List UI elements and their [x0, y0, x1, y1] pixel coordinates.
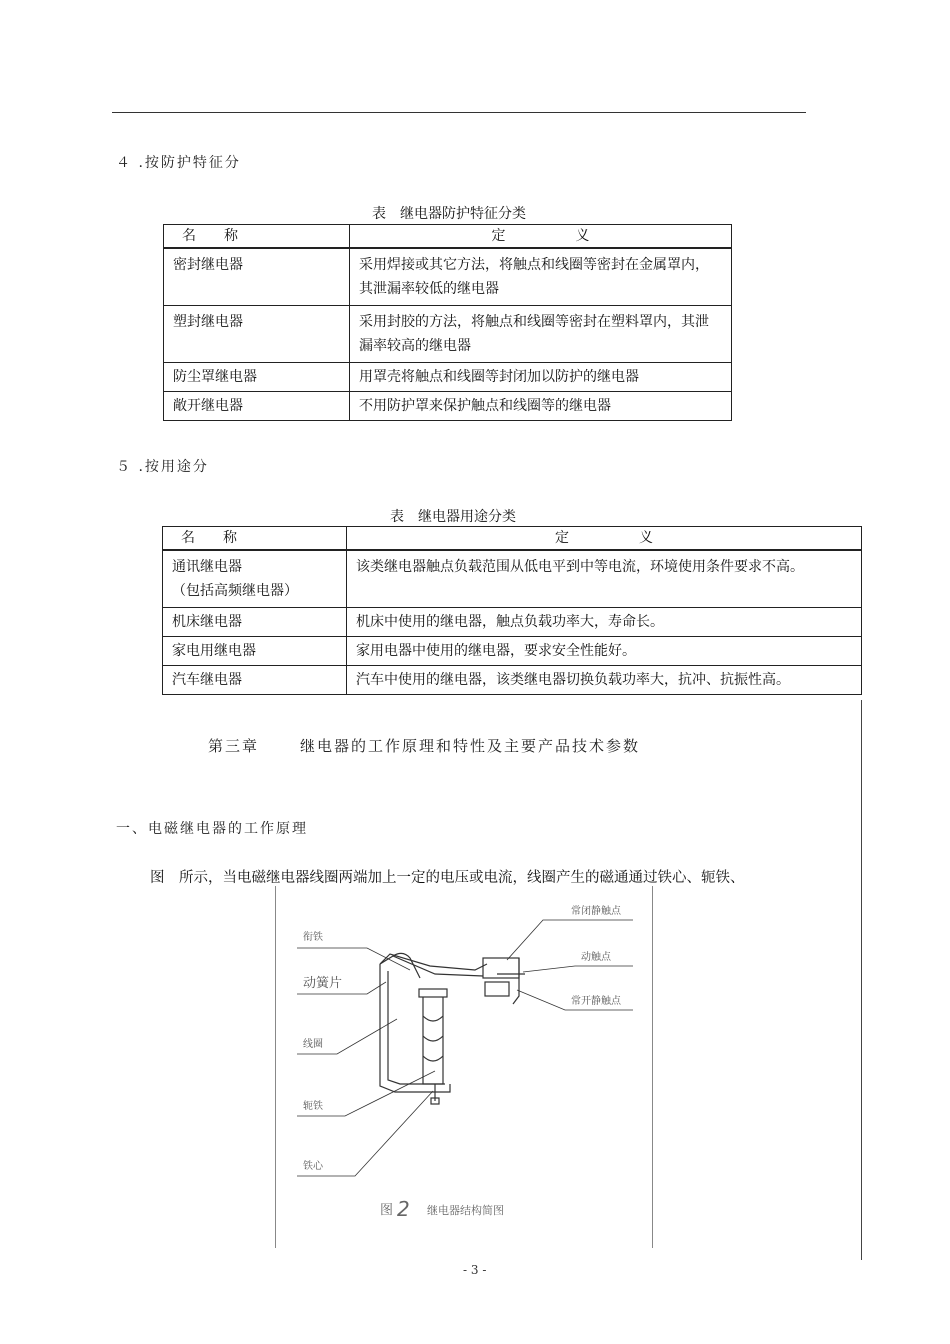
- header-definition: 定 义: [350, 225, 732, 249]
- relay-diagram: [275, 886, 655, 1248]
- label-nc-contact: 常闭静触点: [571, 906, 621, 917]
- label-armature: 衔铁: [303, 932, 323, 943]
- table2-caption: 表 继电器用途分类: [390, 509, 516, 525]
- label-coil: 线圈: [303, 1039, 323, 1050]
- section-heading-protection: ４ .按防护特征分: [116, 155, 241, 171]
- cell-definition: 不用防护罩来保护触点和线圈等的继电器: [350, 392, 732, 421]
- table-row: [164, 392, 732, 421]
- cell-name: 防尘罩继电器: [164, 363, 350, 392]
- section-heading-principle: 一、电磁继电器的工作原理: [116, 821, 308, 837]
- label-spring: 动簧片: [303, 976, 343, 991]
- header-name: 名 称: [163, 527, 347, 551]
- cell-name: 家电用继电器: [163, 637, 347, 666]
- cell-definition: 采用焊接或其它方法，将触点和线圈等密封在金属罩内，其泄漏率较低的继电器: [350, 248, 732, 306]
- cell-name-sub: （包括高频继电器）: [172, 583, 298, 599]
- table-row: [164, 248, 732, 306]
- figure-caption-title: 继电器结构简图: [427, 1204, 504, 1217]
- header-name: 名 称: [164, 225, 350, 249]
- page-number: - 3 -: [463, 1263, 487, 1277]
- relay-structure-figure: [275, 886, 655, 1248]
- cell-definition: 采用封胶的方法，将触点和线圈等密封在塑料罩内，其泄漏率较高的继电器: [350, 306, 732, 363]
- cell-definition: 家用电器中使用的继电器，要求安全性能好。: [347, 637, 862, 666]
- cell-definition: 该类继电器触点负载范围从低电平到中等电流，环境使用条件要求不高。: [347, 550, 862, 608]
- label-no-contact: 常开静触点: [571, 996, 621, 1007]
- table-row: [163, 666, 862, 695]
- figure-caption-number: 2: [397, 1197, 410, 1221]
- cell-name: 塑封继电器: [164, 306, 350, 363]
- table-row: [164, 306, 732, 363]
- page-margin-rule: [861, 700, 862, 1260]
- cell-definition: 汽车中使用的继电器，该类继电器切换负载功率大，抗冲、抗振性高。: [347, 666, 862, 695]
- usage-table: [162, 526, 862, 695]
- cell-name: 机床继电器: [163, 608, 347, 637]
- section-heading-usage: ５ .按用途分: [116, 459, 209, 475]
- table-header-row: [163, 527, 862, 551]
- chapter-number: 第三章: [208, 737, 260, 755]
- table-row: [163, 637, 862, 666]
- header-definition: 定 义: [347, 527, 862, 551]
- label-moving-contact: 动触点: [581, 952, 611, 963]
- table-row: [164, 363, 732, 392]
- cell-name: 敞开继电器: [164, 392, 350, 421]
- figure-caption-prefix: 图: [380, 1203, 394, 1218]
- label-yoke: 轭铁: [303, 1101, 323, 1112]
- body-paragraph: 图 所示，当电磁继电器线圈两端加上一定的电压或电流，线圈产生的磁通通过铁心、轭铁、: [150, 870, 745, 886]
- cell-definition: 机床中使用的继电器，触点负载功率大，寿命长。: [347, 608, 862, 637]
- table-header-row: [164, 225, 732, 249]
- cell-name-main: 通讯继电器: [172, 559, 242, 575]
- header-rule: [112, 112, 806, 113]
- chapter-title: 继电器的工作原理和特性及主要产品技术参数: [300, 737, 641, 755]
- table-row: [163, 608, 862, 637]
- cell-name: 密封继电器: [164, 248, 350, 306]
- label-core: 铁心: [303, 1161, 323, 1172]
- cell-definition: 用罩壳将触点和线圈等封闭加以防护的继电器: [350, 363, 732, 392]
- cell-name: [163, 550, 347, 608]
- protection-table: [163, 224, 732, 421]
- cell-name: 汽车继电器: [163, 666, 347, 695]
- table1-caption: 表 继电器防护特征分类: [372, 206, 526, 222]
- table-row: [163, 550, 862, 608]
